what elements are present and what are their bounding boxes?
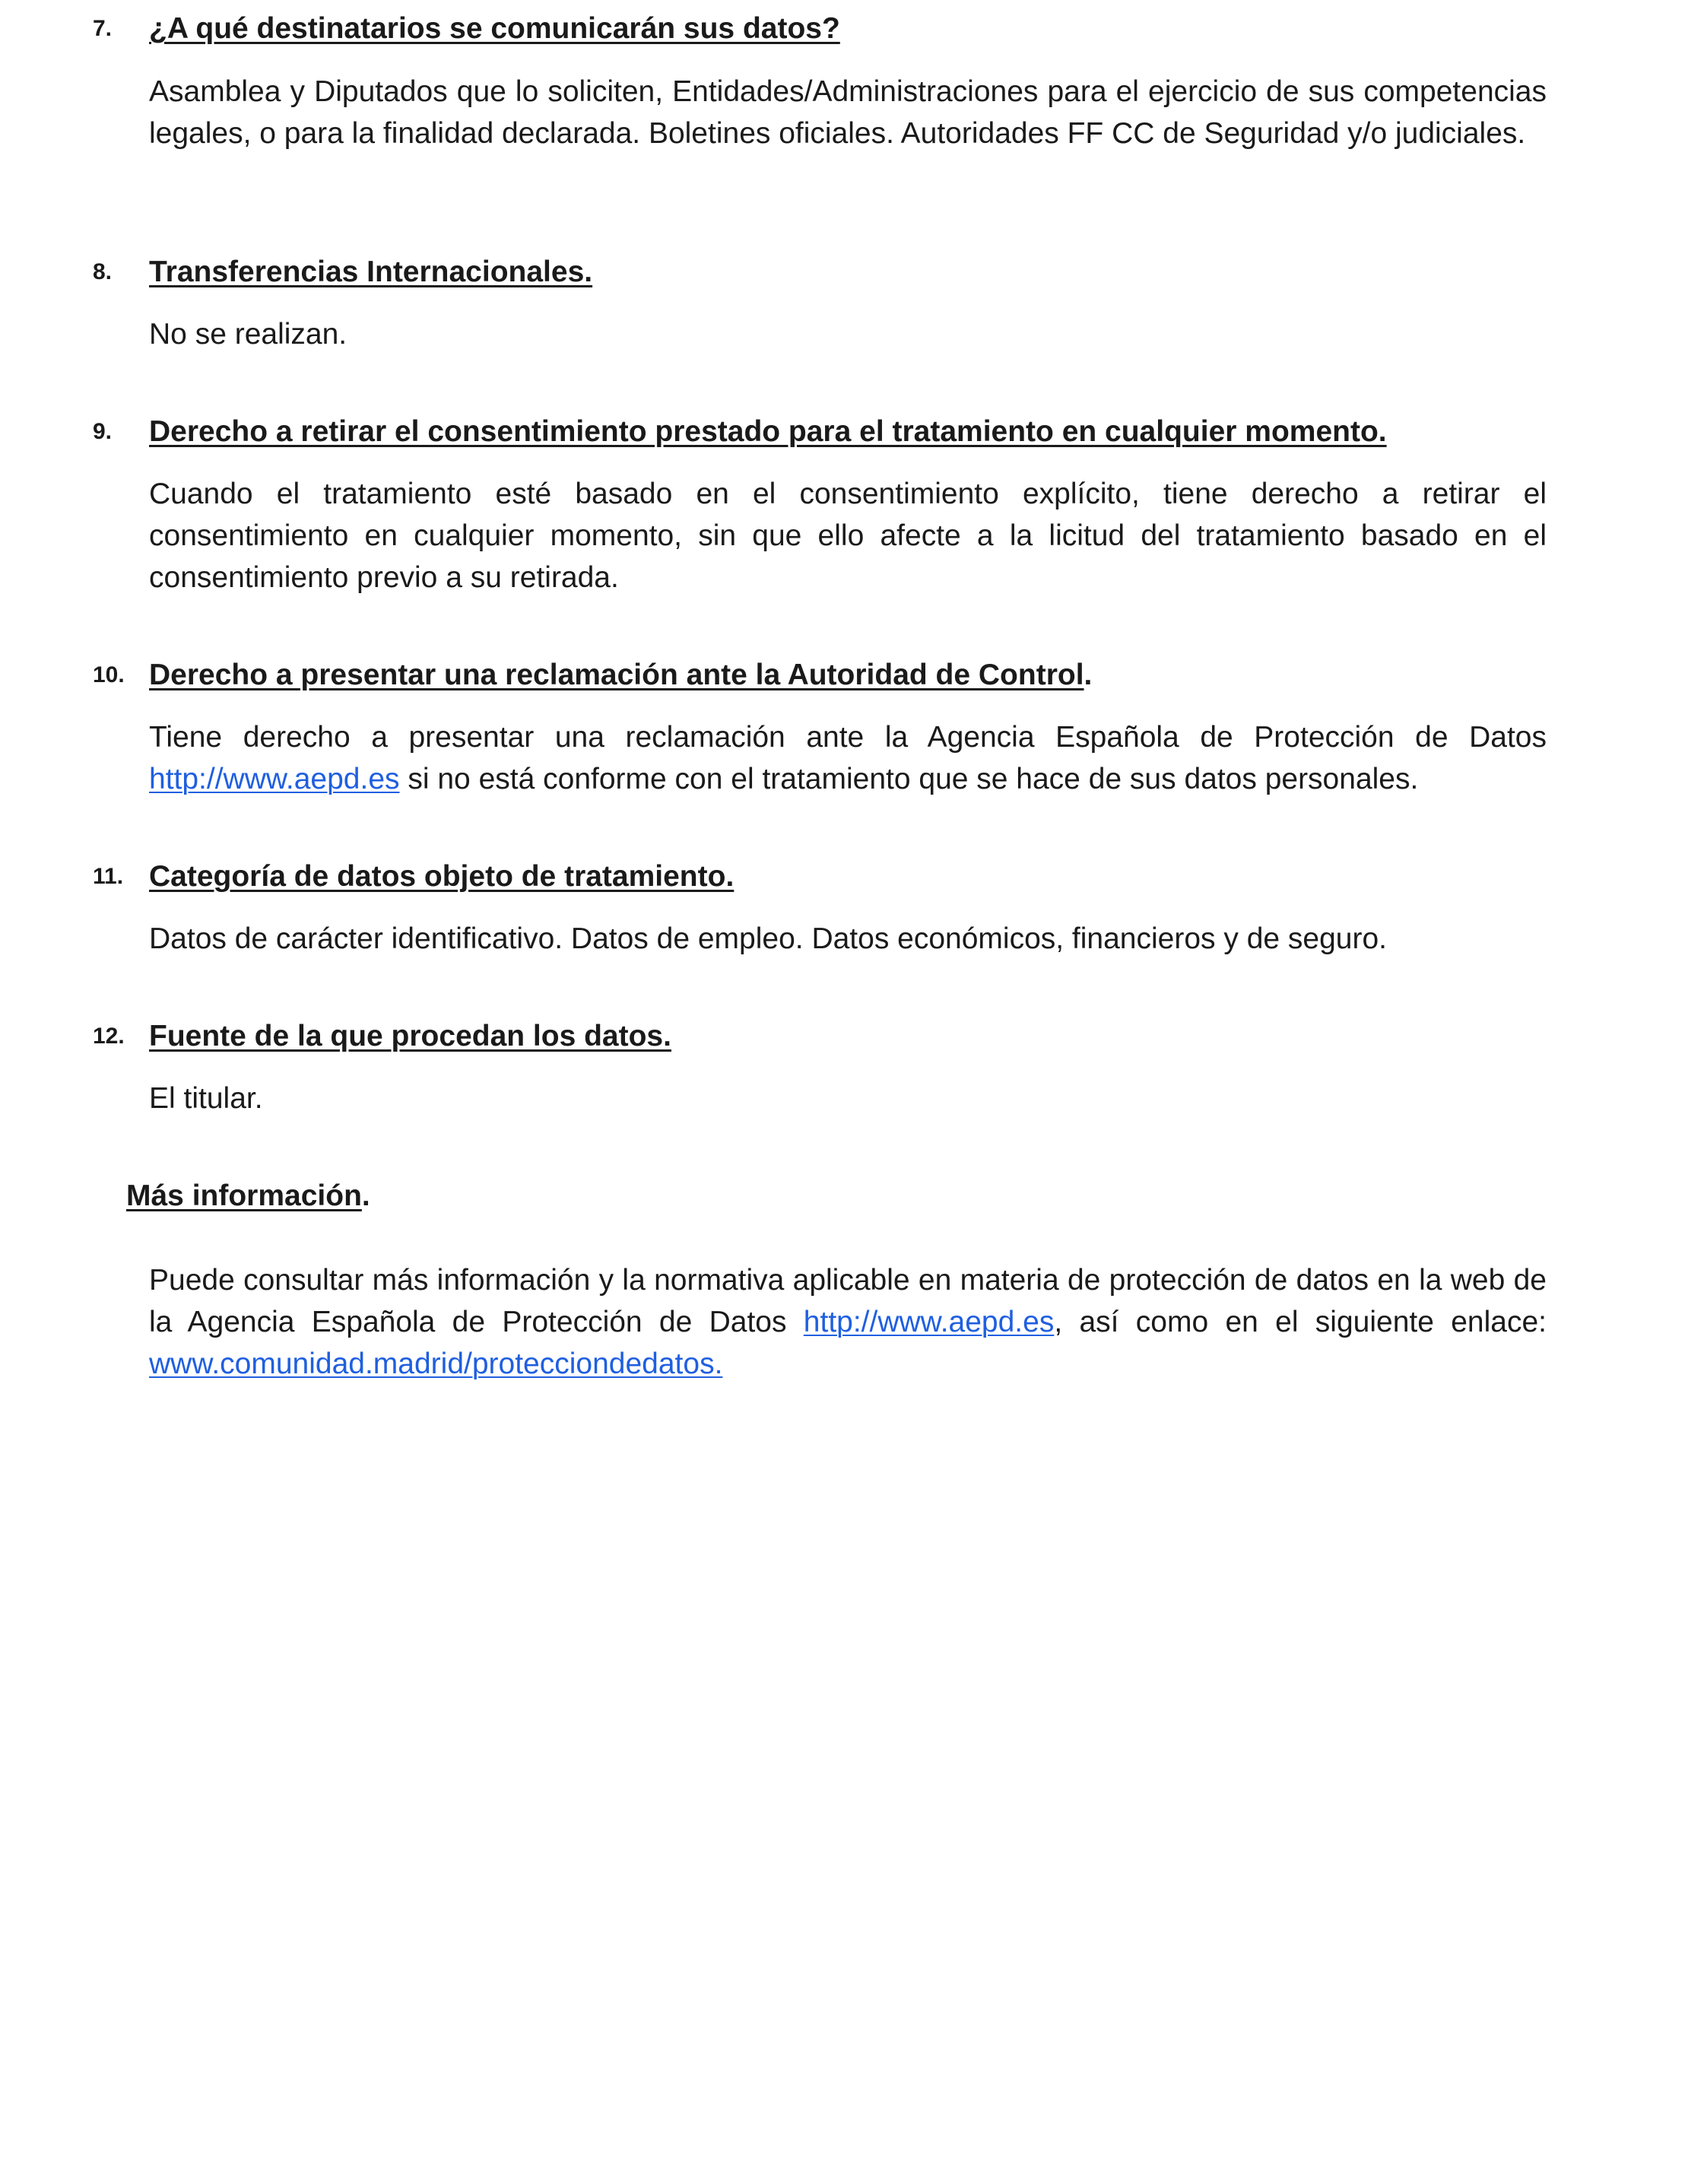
more-info-heading-suffix: . — [361, 1179, 370, 1212]
section-body: Cuando el tratamiento esté basado en el consentimiento explícito, tiene derecho a retirar el consentimiento en cualquier momento, sin que ello afecte a la licitud del tratamiento basado en el consentimiento previo a su retirada. — [149, 478, 1547, 594]
section-body: Asamblea y Diputados que lo soliciten, Entidades/Administraciones para el ejercicio de sus competencias legales, o para la finalidad declarada. Boletines oficiales. Autoridades FF CC de Seguridad y/o judiciales. — [149, 75, 1547, 150]
section-heading-text: Categoría de datos objeto de tratamiento. — [149, 860, 735, 893]
section-heading — [149, 1021, 671, 1052]
more-info-text-2: , así como en el siguiente enlace: — [1054, 1306, 1547, 1338]
section-number: 12. — [93, 1024, 125, 1049]
more-info-heading-text: Más información — [126, 1179, 362, 1212]
body-text-before-link: Tiene derecho a presentar una reclamación ante la Agencia Española de Protección de Datos — [149, 721, 1547, 754]
more-info-text-1: Puede consultar más información y la normativa aplicable en materia de protección de datos en la web de la Agencia Española de Protección de Datos — [149, 1264, 1547, 1338]
section-heading-suffix: . — [1084, 659, 1093, 691]
section-body: No se realizan. — [149, 318, 347, 351]
section-heading-text: Derecho a presentar una reclamación ante la Autoridad de Control — [149, 659, 1084, 691]
section-heading — [149, 660, 1092, 690]
section-number: 9. — [93, 419, 113, 444]
section-body — [149, 716, 1547, 800]
comunidad-madrid-link[interactable]: www.comunidad.madrid/protecciondedatos. — [149, 1348, 723, 1380]
section-number: 7. — [93, 16, 113, 41]
aepd-link[interactable]: http://www.aepd.es — [149, 763, 400, 795]
more-info-heading — [126, 1181, 370, 1211]
section-heading — [149, 257, 592, 287]
section-heading — [149, 862, 734, 892]
section-heading-text: Transferencias Internacionales. — [149, 256, 593, 288]
aepd-link[interactable]: http://www.aepd.es — [803, 1306, 1055, 1338]
section-body: El titular. — [149, 1082, 263, 1115]
section-number: 11. — [93, 864, 124, 889]
section-number: 8. — [93, 259, 113, 284]
body-text-after-link: si no está conforme con el tratamiento que se hace de sus datos personales. — [399, 763, 1419, 795]
section-heading-text: Fuente de la que procedan los datos. — [149, 1020, 671, 1052]
more-info-body — [149, 1259, 1547, 1385]
section-number: 10. — [93, 662, 125, 687]
section-heading-text: ¿A qué destinatarios se comunicarán sus datos? — [149, 12, 840, 45]
section-heading-text: Derecho a retirar el consentimiento prestado para el tratamiento en cualquier momento. — [149, 415, 1387, 448]
section-heading — [149, 14, 840, 44]
section-heading — [149, 417, 1387, 447]
section-body: Datos de carácter identificativo. Datos de empleo. Datos económicos, financieros y de seguro. — [149, 922, 1388, 955]
